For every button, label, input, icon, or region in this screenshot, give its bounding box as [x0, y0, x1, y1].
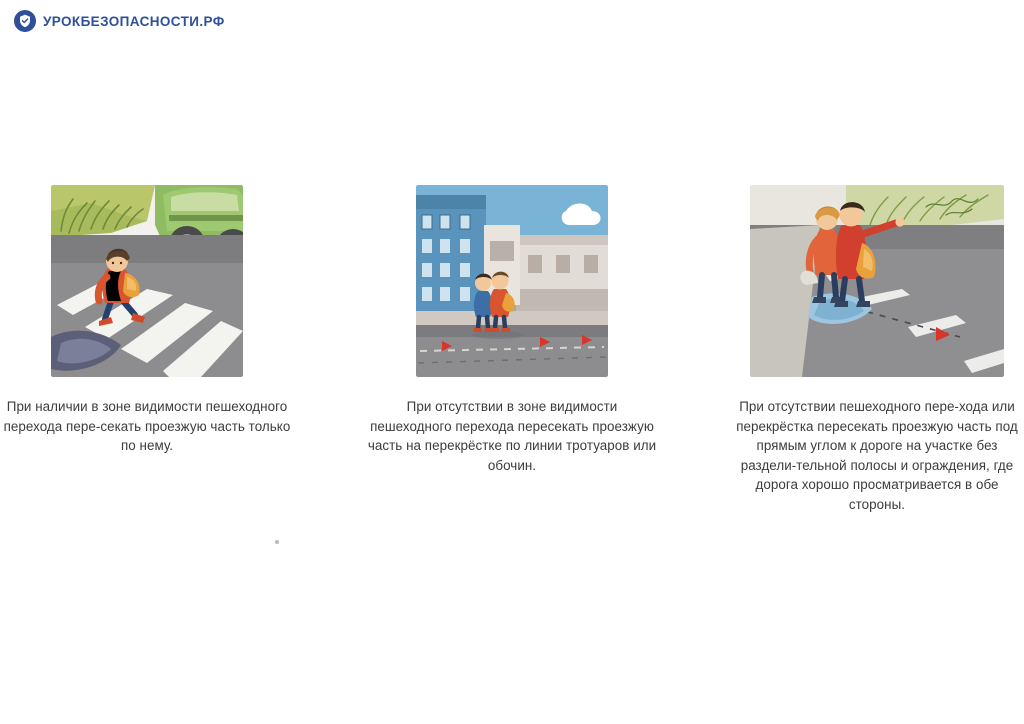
- intersection-sidewalk-line-illustration: [416, 185, 608, 377]
- card-caption: При отсутствии пешеходного пере-хода или перекрёстка пересекать проезжую часть под прямым углом к дороге на участке без раздели-тельной полосы и ограждения, где дорога хорошо просматривается в обе стороны.: [736, 399, 1018, 512]
- page-dot-marker: [275, 540, 279, 544]
- card-caption: При наличии в зоне видимости пешеходного перехода пере-секать проезжую часть только по нему.: [3, 399, 291, 454]
- crossing-at-right-angle-illustration: [750, 185, 1004, 377]
- shield-check-icon: [14, 10, 36, 32]
- card-caption: При отсутствии в зоне видимости пешеходного перехода пересекать проезжую часть на перекрёстке по линии тротуаров или обочин.: [367, 399, 657, 473]
- card-intersection: [366, 185, 658, 515]
- card-crosswalk: [1, 185, 293, 515]
- brand-header: [14, 10, 225, 32]
- pedestrian-crossing-zebra-illustration: [51, 185, 243, 377]
- card-right-angle: [731, 185, 1023, 515]
- brand-title: УРОКБЕЗОПАСНОСТИ.РФ: [43, 13, 225, 29]
- illustration-cards: [0, 185, 1024, 515]
